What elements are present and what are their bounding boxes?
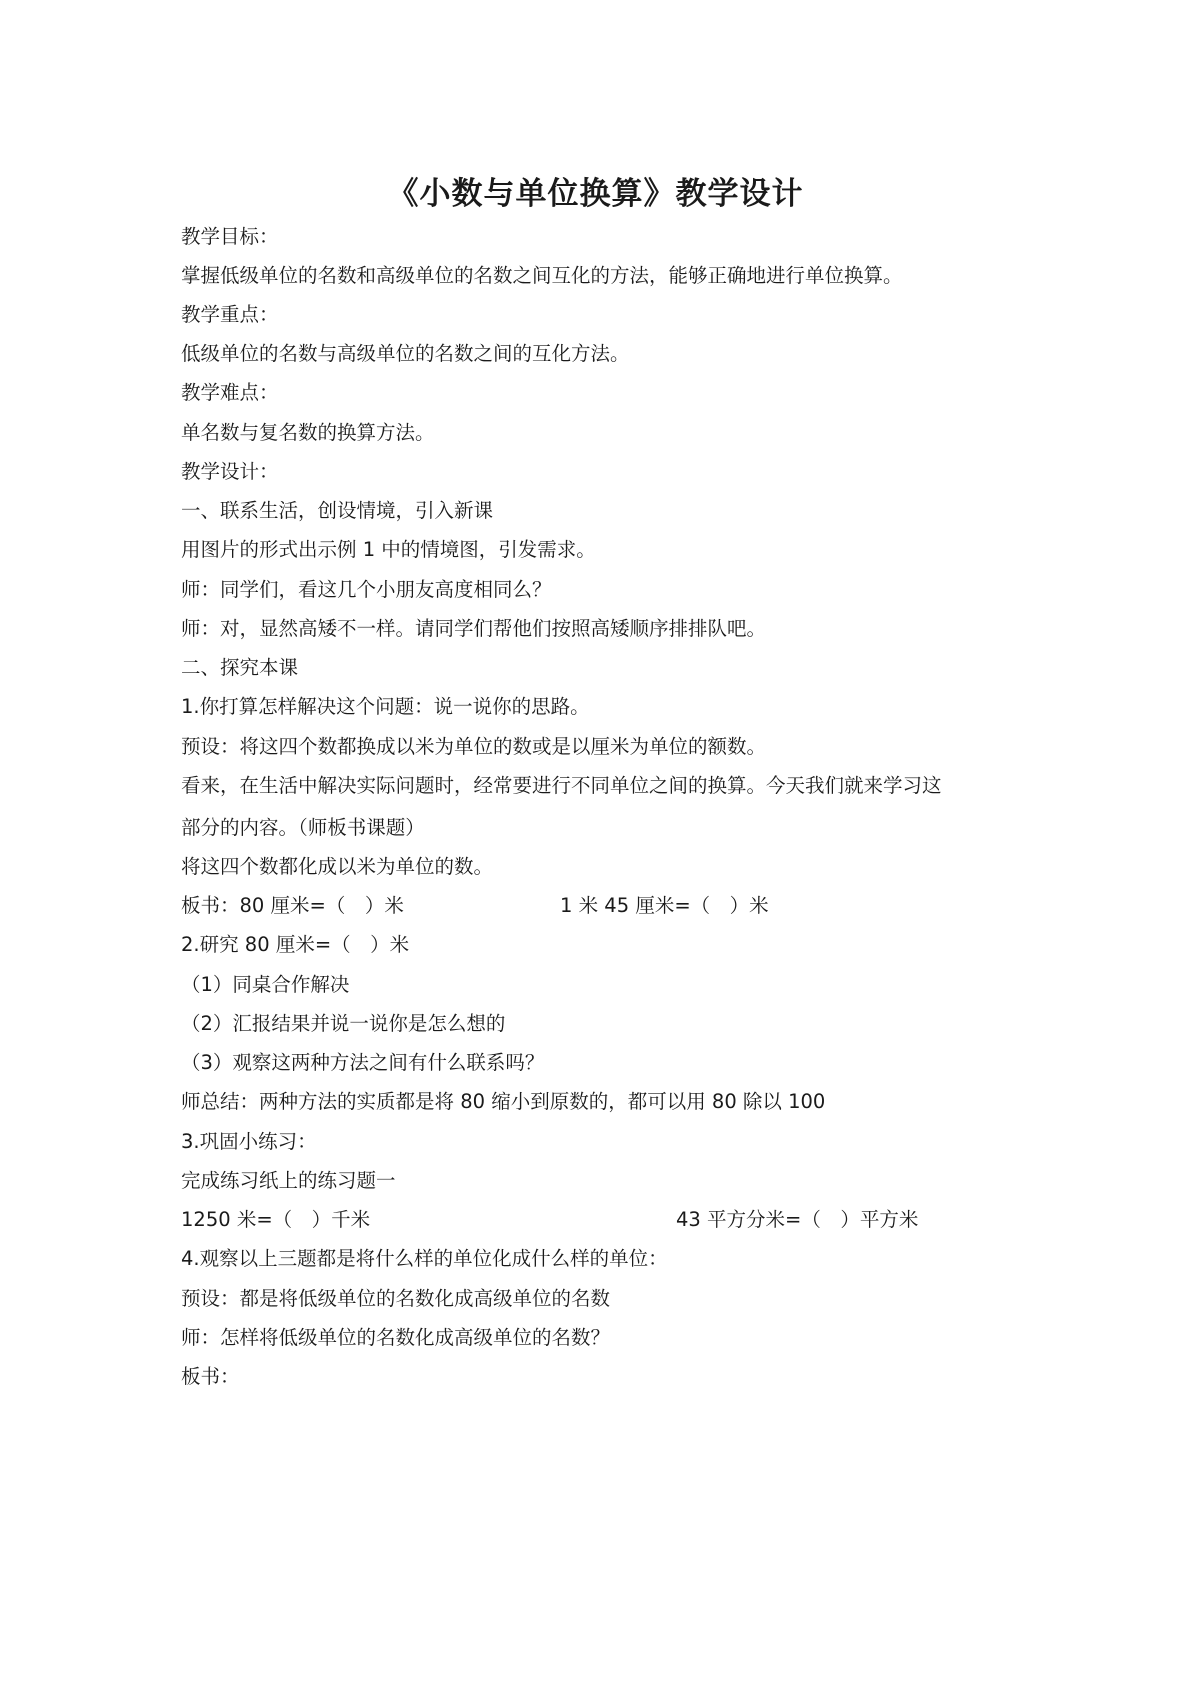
text-line: 2.研究 80 厘米=（ ）米 [181,933,410,956]
text-line: 二、探究本课 [181,656,299,679]
text-line: 用图片的形式出示例 1 中的情境图，引发需求。 [181,538,596,561]
text-line: 教学难点： [181,381,279,404]
text-line: 将这四个数都化成以米为单位的数。 [181,855,494,878]
text-line: 教学设计： [181,460,279,483]
text-line: （1）同桌合作解决 [181,973,350,996]
text-line: 师：怎样将低级单位的名数化成高级单位的名数？ [181,1326,611,1349]
text-line: 单名数与复名数的换算方法。 [181,421,435,444]
text-line: 板书： [181,1365,240,1388]
text-line: 师：对，显然高矮不一样。请同学们帮他们按照高矮顺序排排队吧。 [181,617,767,640]
text-line: 师：同学们，看这几个小朋友高度相同么？ [181,578,552,601]
text-line: 4.观察以上三题都是将什么样的单位化成什么样的单位： [181,1247,668,1270]
text-line: 师总结：两种方法的实质都是将 80 缩小到原数的，都可以用 80 除以 100 [181,1090,826,1113]
exercise-item-2: 43 平方分米=（ ）平方米 [676,1208,919,1231]
text-line: （3）观察这两种方法之间有什么联系吗？ [181,1051,545,1074]
text-line: 完成练习纸上的练习题一 [181,1169,396,1192]
text-line: 预设：都是将低级单位的名数化成高级单位的名数 [181,1287,611,1310]
text-line: 预设：将这四个数都换成以米为单位的数或是以厘米为单位的额数。 [181,735,767,758]
page-title: 《小数与单位换算》教学设计 [387,176,804,212]
text-line: （2）汇报结果并说一说你是怎么想的 [181,1012,506,1035]
text-line: 看来，在生活中解决实际问题时，经常要进行不同单位之间的换算。今天我们就来学习这 [181,774,942,797]
text-line: 1250 米=（ ）千米 [181,1208,371,1231]
text-line: 1.你打算怎样解决这个问题：说一说你的思路。 [181,695,590,718]
text-line: 低级单位的名数与高级单位的名数之间的互化方法。 [181,342,630,365]
text-line: 3.巩固小练习： [181,1130,317,1153]
text-line: 板书：80 厘米=（ ）米 [181,894,404,917]
text-line: 部分的内容。（师板书课题） [181,816,425,839]
board-item-2: 1 米 45 厘米=（ ）米 [560,894,769,917]
text-line: 教学重点： [181,303,279,326]
text-line: 一、联系生活，创设情境，引入新课 [181,499,494,522]
text-line: 教学目标： [181,225,279,248]
text-line: 掌握低级单位的名数和高级单位的名数之间互化的方法，能够正确地进行单位换算。 [181,264,903,287]
